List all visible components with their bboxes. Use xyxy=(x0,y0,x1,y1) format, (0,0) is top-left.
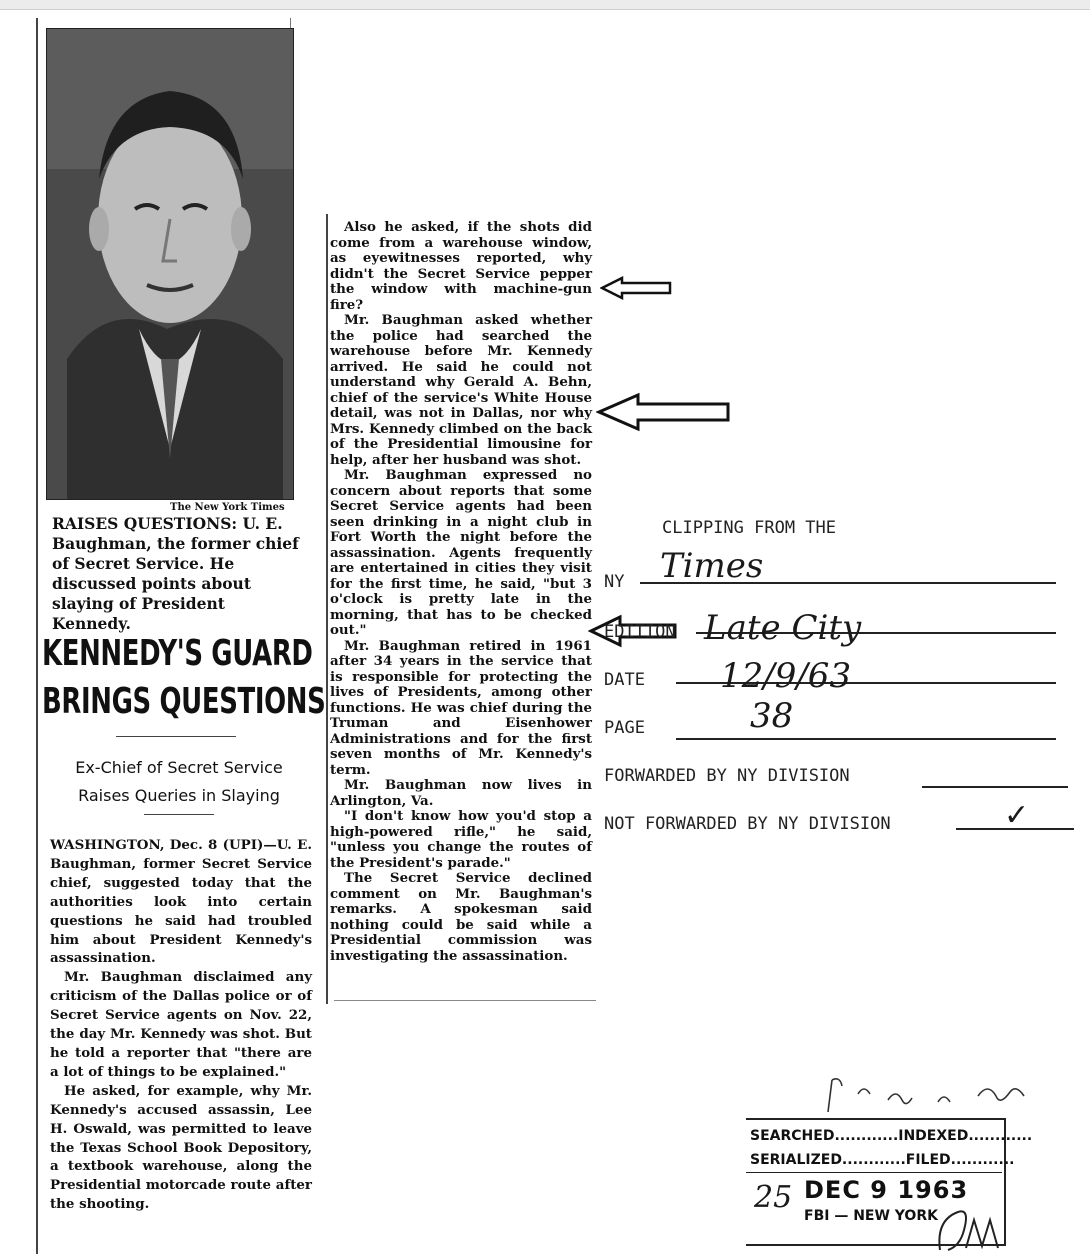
article-paragraph: Mr. Baughman asked whether the police had searched the warehouse before Mr. Kennedy arrived. He said he could not understand why Gerald A. Behn, chief of the service's White House detail, was not in Dallas, nor why Mrs. Kennedy climbed on the back of the Presidential limousine for help, after her husband was shot. xyxy=(330,312,592,468)
photo-credit: The New York Times xyxy=(170,502,285,513)
article-paragraph: Mr. Baughman now lives in Arlington, Va. xyxy=(330,777,592,809)
clipping-form xyxy=(600,512,1080,852)
ny-label: NY xyxy=(604,572,625,592)
clipping-middle-column xyxy=(326,214,596,1004)
forwarded-label: FORWARDED BY NY DIVISION xyxy=(604,766,850,786)
article-paragraph: Also he asked, if the shots did come from a warehouse window, as eyewitnesses reported, why didn't the Secret Service pepper the window with machine-gun fire? xyxy=(330,219,592,313)
serialized-filed-row: SERIALIZED............FILED............ xyxy=(750,1152,1015,1168)
article-paragraph: "I don't know how you'd stop a high-powered rifle," he said, "unless you change the routes of the President's parade." xyxy=(330,808,592,871)
stamp-date: DEC 9 1963 xyxy=(804,1176,969,1204)
article-paragraph: WASHINGTON, Dec. 8 (UPI)—U. E. Baughman, former Secret Service chief, suggested today that the authorities look into certain questions he said had troubled him about President Kennedy's assassination. xyxy=(50,837,312,967)
page-value-handwritten: 38 xyxy=(750,696,794,736)
article-paragraph: The Secret Service declined comment on Mr. Baughman's remarks. A spokesman said nothing could be said while a Presidential commission was investigating the assassination. xyxy=(330,870,592,964)
headline-line: KENNEDY'S GUARD xyxy=(42,633,313,674)
top-toolbar-strip xyxy=(0,0,1090,10)
article-paragraph: Mr. Baughman expressed no concern about reports that some Secret Service agents had been seen drinking in a night club in Fort Worth the night before the assassination. Agents frequently are entertained in cities they visit for the first time, he said, "but 3 o'clock is pretty late in the morning, that has to be checked out." xyxy=(330,467,592,638)
column-rule xyxy=(326,214,328,1004)
column-rule xyxy=(36,18,38,1254)
stamp-number-handwritten: 25 xyxy=(754,1180,793,1215)
date-label: DATE xyxy=(604,670,645,690)
checkmark-handwritten: ✓ xyxy=(1004,798,1030,833)
subhead-line: Raises Queries in Slaying xyxy=(78,786,280,805)
article-body-left xyxy=(50,836,312,1214)
subheadline xyxy=(44,754,314,810)
form-line xyxy=(922,786,1068,788)
edition-value-handwritten: Late City xyxy=(704,608,862,648)
clipping-left-column xyxy=(36,18,326,1256)
article-paragraph: Mr. Baughman disclaimed any criticism of the Dallas police or of Secret Service agents on Nov. 22, the day Mr. Kennedy was shot. But he told a reporter that "there are a lot of things to be explained." xyxy=(50,969,312,1080)
searched-indexed-row: SEARCHED............INDEXED............ xyxy=(750,1128,1033,1144)
ny-value-handwritten: Times xyxy=(660,546,764,586)
date-value-handwritten: 12/9/63 xyxy=(720,656,852,696)
portrait-photo xyxy=(46,28,294,500)
handwritten-signature xyxy=(930,1200,1010,1258)
arrow-left-icon xyxy=(596,392,732,432)
divider xyxy=(116,736,236,737)
divider xyxy=(144,814,214,815)
headline xyxy=(42,630,326,726)
article-paragraph: He asked, for example, why Mr. Kennedy's accused assassin, Lee H. Oswald, was permitted to leave the Texas School Book Depository, a textbook warehouse, along the Presidential motorcade route after the shooting. xyxy=(50,1082,312,1213)
page-label: PAGE xyxy=(604,718,645,738)
stamp-divider xyxy=(746,1172,1002,1173)
arrow-left-icon xyxy=(600,276,672,300)
form-title: CLIPPING FROM THE xyxy=(662,518,836,538)
subhead-line: Ex-Chief of Secret Service xyxy=(75,758,283,777)
stamp-office: FBI — NEW YORK xyxy=(804,1208,938,1224)
handwritten-initials-scrawl xyxy=(818,1072,1058,1122)
headline-line: BRINGS QUESTIONS xyxy=(42,681,326,722)
form-line xyxy=(676,738,1056,740)
photo-caption: RAISES QUESTIONS: U. E. Baughman, the former chief of Secret Service. He discussed points about slaying of President Kennedy. xyxy=(52,514,299,633)
article-body-middle xyxy=(330,220,592,964)
column-rule xyxy=(334,1000,596,1001)
not-forwarded-label: NOT FORWARDED BY NY DIVISION xyxy=(604,814,891,834)
article-paragraph: Mr. Baughman retired in 1961 after 34 years in the service that is responsible for protecting the lives of Presidents, among other functions. He was chief during the Truman and Eisenhower Administrations and for the first seven months of Mr. Kennedy's term. xyxy=(330,637,592,778)
edition-label: EDITION xyxy=(604,622,676,642)
